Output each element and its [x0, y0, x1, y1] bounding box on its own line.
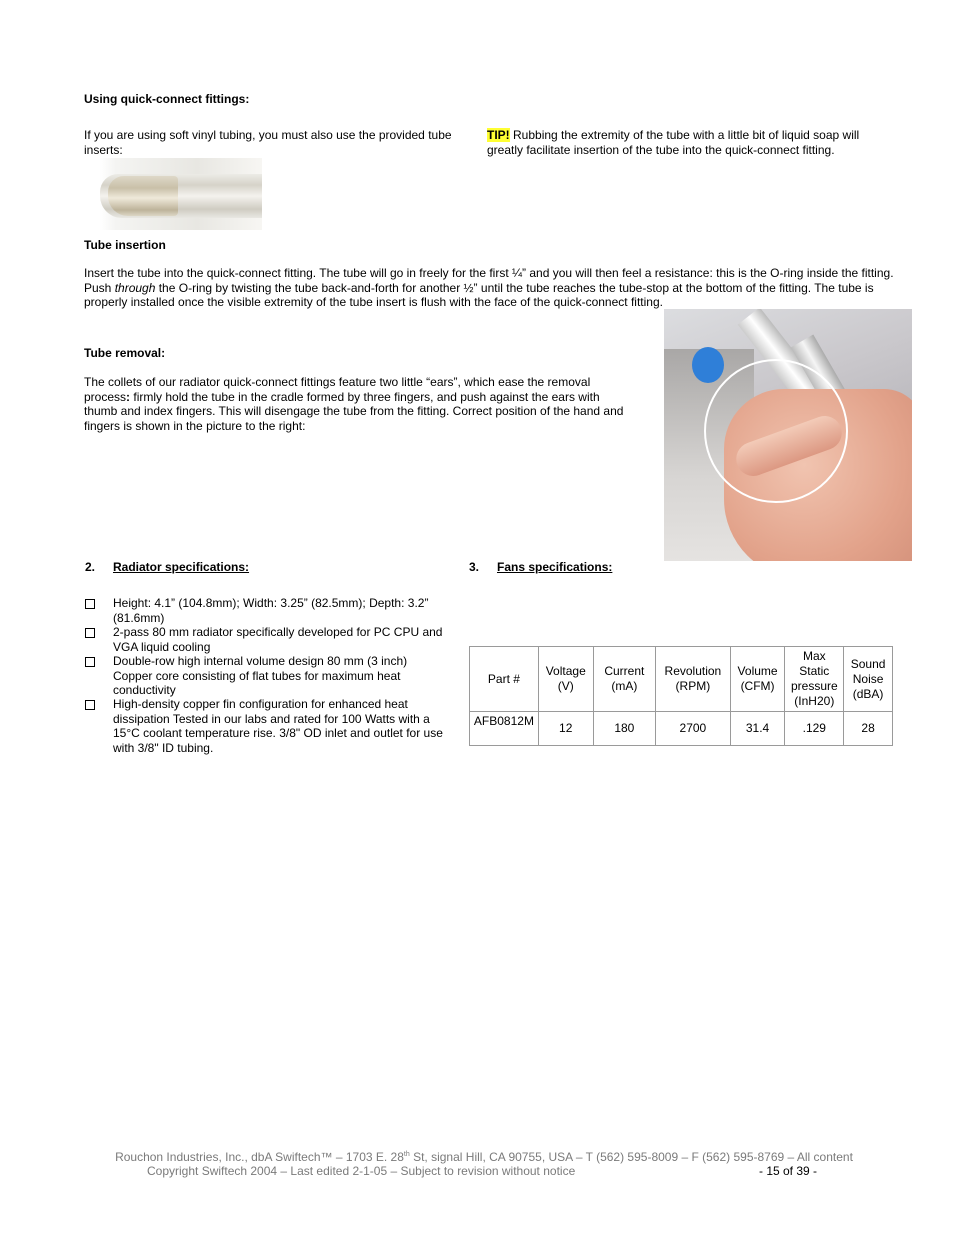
tube-insertion-text-2: the O-ring by twisting the tube back-and-forth for another ½” until the tube reaches the tube-stop at the bottom of the fitting. The tube is properly installed once the visible extremity of the tube insert is flush with the face of the quick-connect fitting.	[84, 280, 874, 309]
table-header-cell: Sound Noise (dBA)	[844, 647, 893, 712]
footer-line-1-b: St, signal Hill, CA 90755, USA – T (562) 595-8009 – F (562) 595-8769 – All content	[409, 1150, 853, 1164]
radiator-section-number: 2.	[85, 560, 96, 574]
table-header-row	[470, 647, 893, 712]
fans-spec-table	[469, 646, 893, 746]
checkbox-bullet-icon	[85, 599, 95, 609]
soft-tubing-paragraph: If you are using soft vinyl tubing, you must also use the provided tube inserts:	[84, 128, 452, 157]
checkbox-bullet-icon	[85, 628, 95, 638]
table-cell: AFB0812M	[470, 712, 539, 746]
tube-removal-colon: :	[126, 389, 131, 404]
table-header-cell: Voltage (V)	[538, 647, 593, 712]
footer-copyright: Copyright Swiftech 2004 – Last edited 2-1-05 – Subject to revision without notice	[147, 1164, 576, 1178]
tube-insertion-heading: Tube insertion	[84, 238, 166, 252]
table-cell: 2700	[656, 712, 731, 746]
tube-insertion-italic: through	[114, 280, 156, 295]
tube-insert-image	[100, 158, 262, 230]
footer-sup: th	[403, 1151, 410, 1158]
table-header-cell: Volume (CFM)	[730, 647, 785, 712]
tip-paragraph	[487, 128, 887, 157]
table-cell: 180	[593, 712, 655, 746]
table-cell: 12	[538, 712, 593, 746]
hand-position-photo	[664, 309, 912, 561]
radiator-bullet-1: Height: 4.1” (104.8mm); Width: 3.25” (82.5mm); Depth: 3.2” (81.6mm)	[113, 596, 429, 625]
table-cell: 31.4	[730, 712, 785, 746]
quick-connect-heading: Using quick-connect fittings:	[84, 92, 250, 106]
table-cell: .129	[785, 712, 844, 746]
tube-insertion-text-1: Insert the tube into the quick-connect fitting. The tube will go in freely for the first ¼” and you will then feel a resistance: this is the O-ring inside the fitting. Push	[84, 266, 894, 295]
table-header-cell: Current (mA)	[593, 647, 655, 712]
table-cell: 28	[844, 712, 893, 746]
tube-removal-text-1: The collets of our radiator quick-connect fittings feature two little “ears”, which ease the removal process	[84, 375, 591, 404]
table-header-cell: Revolution (RPM)	[656, 647, 731, 712]
table-row	[470, 712, 893, 746]
table-header-cell: Max Static pressure (InH20)	[785, 647, 844, 712]
tube-removal-text-2: firmly hold the tube in the cradle formed by three fingers, and push against the ears with thumb and index fingers. This will disengage the tube from the fitting. Correct position of the hand and fingers is shown in the picture to the right:	[84, 389, 624, 433]
checkbox-bullet-icon	[85, 700, 95, 710]
fans-section-title: Fans specifications:	[497, 560, 613, 574]
tip-text: Rubbing the extremity of the tube with a little bit of liquid soap will greatly facilitate insertion of the tube into the quick-connect fitting.	[487, 128, 860, 157]
radiator-bullet-4: High-density copper fin configuration for enhanced heat dissipation Tested in our labs and rated for 100 Watts with a 15°C coolant temperature rise. 3/8" OD inlet and outlet for use with 3/8" ID tubing.	[113, 697, 443, 755]
table-header-cell: Part #	[470, 647, 539, 712]
tube-removal-heading: Tube removal:	[84, 346, 166, 360]
fans-section-number: 3.	[469, 560, 480, 574]
radiator-bullet-3: Double-row high internal volume design 80 mm (3 inch) Copper core consisting of flat tubes for maximum heat conductivity	[113, 654, 408, 697]
checkbox-bullet-icon	[85, 657, 95, 667]
tip-label: TIP!	[487, 128, 510, 142]
footer-line-1-a: Rouchon Industries, Inc., dbA Swiftech™ – 1703 E. 28	[115, 1150, 404, 1164]
page-number: - 15 of 39 -	[759, 1164, 818, 1178]
tube-removal-paragraph	[84, 375, 629, 433]
footer-line-1	[0, 1150, 954, 1164]
tube-insertion-paragraph	[84, 266, 908, 310]
radiator-bullet-2: 2-pass 80 mm radiator specifically developed for PC CPU and VGA liquid cooling	[113, 625, 443, 654]
radiator-section-title: Radiator specifications:	[113, 560, 250, 574]
